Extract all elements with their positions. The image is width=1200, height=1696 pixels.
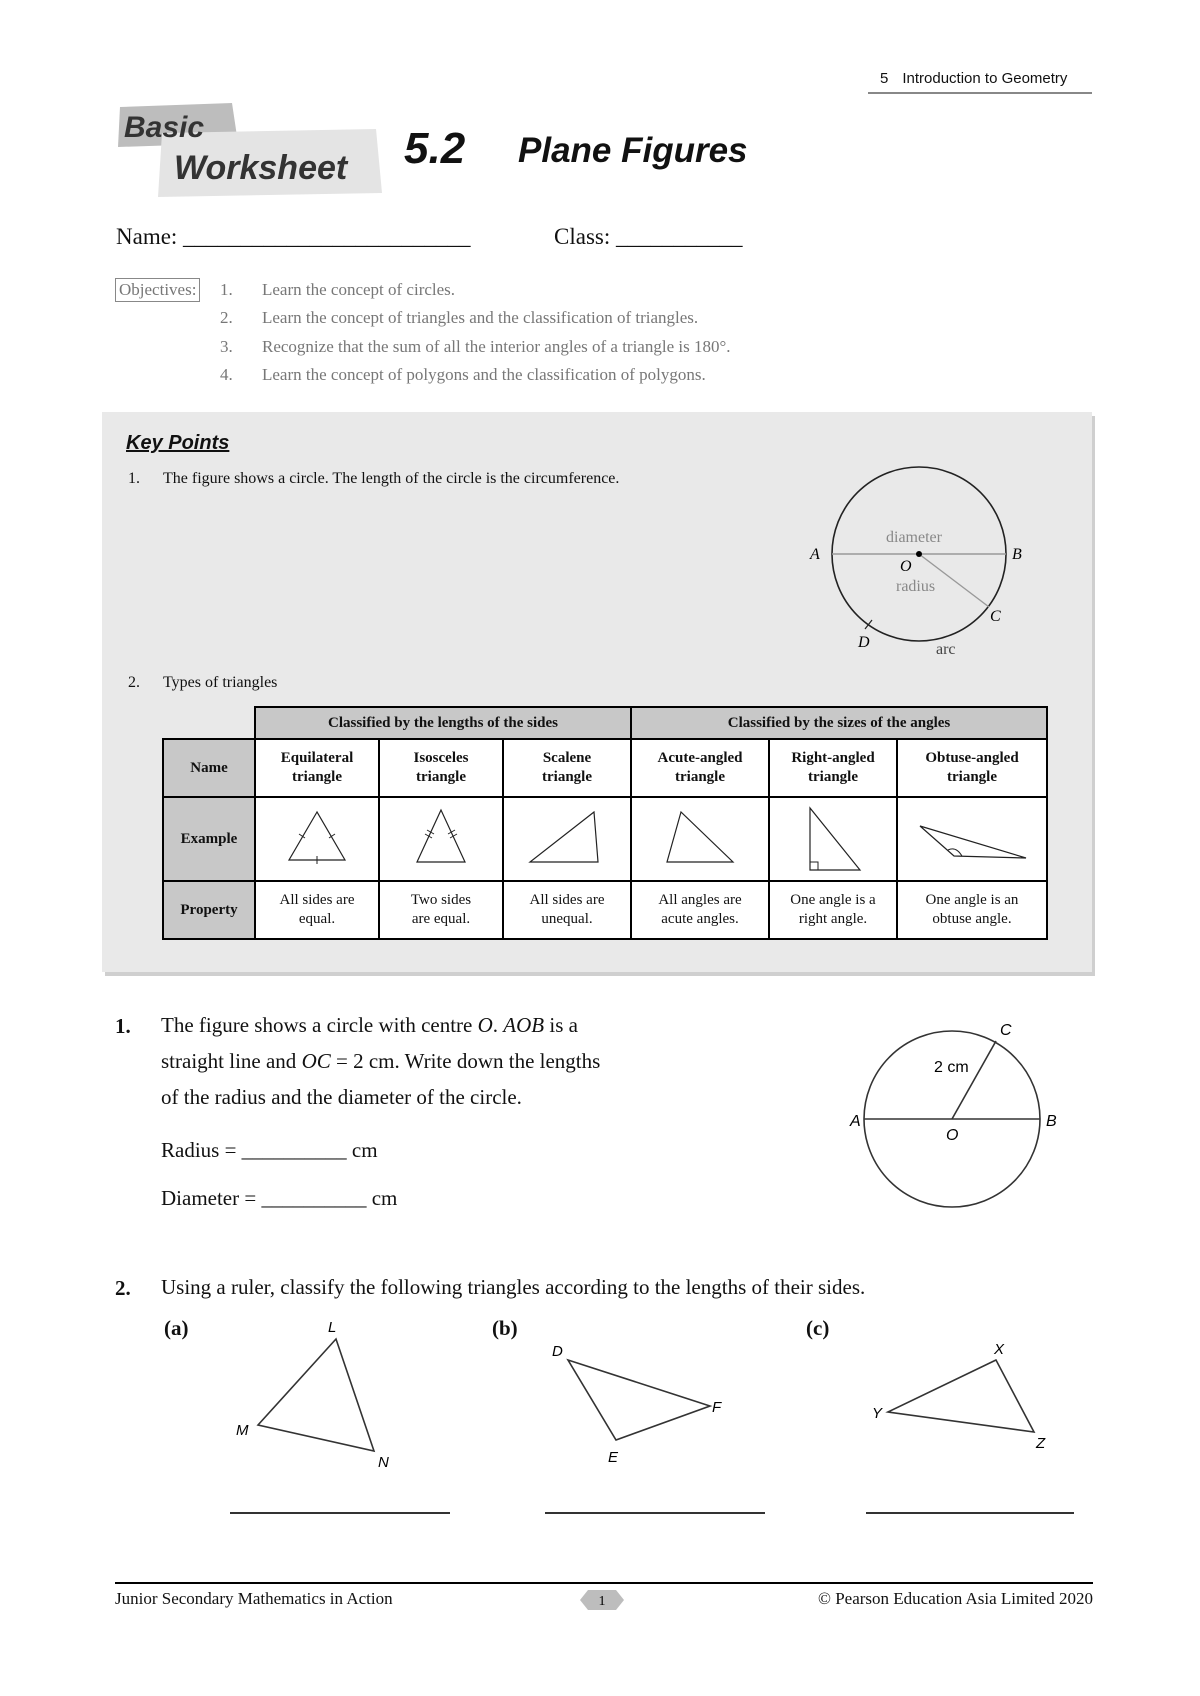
vertex-label: N: [378, 1454, 389, 1471]
question-2-text: Using a ruler, classify the following triangles according to the lengths of their sides.: [161, 1275, 866, 1299]
objective-text: Recognize that the sum of all the interior angles of a triangle is 180°.: [262, 337, 731, 356]
figure-label-a: A: [850, 1113, 861, 1130]
question-line: of the radius and the diameter of the circle.: [161, 1085, 522, 1109]
objective-number: 1.: [220, 280, 233, 299]
footer-copyright: © Pearson Education Asia Limited 2020: [818, 1589, 1093, 1608]
triangle-xyz-figure: [866, 1334, 1066, 1464]
table-corner: [163, 707, 255, 739]
equilateral-triangle-figure: [277, 802, 357, 872]
table-cell: [769, 797, 897, 881]
obtuse-triangle-figure: [912, 802, 1032, 872]
acute-triangle-figure: [655, 802, 745, 872]
table-cell: [255, 881, 379, 939]
text-run: AOB: [503, 1013, 545, 1037]
triangle-property: acute angles.: [661, 911, 739, 927]
triangle-property: All sides are: [279, 892, 355, 908]
key-point-number: 2.: [128, 674, 140, 691]
section-number: 5.2: [404, 124, 466, 173]
question-line: [161, 1043, 721, 1079]
text-run: straight line and: [161, 1049, 302, 1073]
table-cell: [897, 881, 1047, 939]
page-number-badge: [574, 1588, 630, 1612]
class-field[interactable]: Class: ___________: [554, 224, 743, 249]
scalene-triangle-figure: [522, 802, 612, 872]
triangle-property: All sides are: [529, 892, 605, 908]
triangle-name: Right-angled: [791, 750, 875, 766]
part-label: (b): [492, 1316, 518, 1340]
question-1-text: [161, 1007, 721, 1115]
table-cell: [379, 797, 503, 881]
part-label: (c): [806, 1316, 830, 1340]
chapter-rule: [868, 92, 1092, 94]
vertex-label: L: [328, 1319, 337, 1336]
objectives-label: Objectives:: [115, 278, 200, 302]
right-triangle-figure: [788, 802, 878, 872]
chapter-number: 5: [880, 70, 889, 87]
circle-label-arc: arc: [936, 641, 956, 658]
chapter-label: [880, 70, 1067, 87]
circle-label-a: A: [810, 546, 820, 563]
isosceles-triangle-figure: [401, 802, 481, 872]
triangle-name: triangle: [675, 769, 725, 785]
key-point-number: 1.: [128, 470, 140, 487]
triangle-property: are equal.: [411, 911, 471, 927]
triangle-name: Scalene: [542, 750, 592, 766]
table-cell: [631, 739, 769, 797]
triangle-lmn-figure: [228, 1315, 398, 1475]
circle-label-diameter: diameter: [886, 529, 942, 546]
vertex-label: Z: [1036, 1435, 1046, 1452]
triangle-property: One angle is an: [925, 892, 1019, 908]
vertex-label: F: [712, 1399, 722, 1416]
objective-text: Learn the concept of triangles and the classification of triangles.: [262, 308, 699, 327]
vertex-label: E: [608, 1449, 619, 1466]
answer-blank-b[interactable]: [545, 1512, 765, 1514]
footer-book-title: Junior Secondary Mathematics in Action: [115, 1589, 393, 1608]
circle-label-c: C: [990, 608, 1001, 625]
table-cell: [255, 797, 379, 881]
table-cell: [503, 797, 631, 881]
table-cell: [769, 881, 897, 939]
triangle-property: obtuse angle.: [932, 911, 1012, 927]
text-run: O: [477, 1013, 493, 1037]
objective-text: Learn the concept of circles.: [262, 280, 456, 299]
circle-label-d: D: [858, 634, 870, 651]
table-cell: [255, 739, 379, 797]
triangle-def-figure: [548, 1334, 738, 1474]
triangle-property: One angle is a: [790, 892, 876, 908]
name-field[interactable]: Name: _________________________: [116, 224, 471, 249]
text-run: .: [492, 1013, 504, 1037]
part-label: (a): [164, 1316, 189, 1340]
vertex-label: Y: [872, 1405, 883, 1422]
vertex-label: X: [994, 1341, 1005, 1358]
table-cell: [503, 881, 631, 939]
figure-label-b: B: [1046, 1113, 1057, 1130]
question-1-circle-figure: [840, 1015, 1080, 1225]
question-line: [161, 1007, 721, 1043]
objective-text: Learn the concept of polygons and the classification of polygons.: [262, 365, 706, 384]
table-cell: [897, 739, 1047, 797]
figure-label-o: O: [946, 1127, 959, 1144]
key-points-title: Key Points: [126, 432, 230, 454]
text-run: is a: [544, 1013, 578, 1037]
objective-number: 3.: [220, 337, 233, 356]
vertex-label: M: [236, 1422, 249, 1439]
table-group-header: Classified by the lengths of the sides: [255, 707, 631, 739]
circle-label-o: O: [900, 558, 912, 575]
footer-rule: [115, 1582, 1093, 1584]
triangle-name: triangle: [542, 769, 592, 785]
triangle-property: All angles are: [658, 892, 742, 908]
key-point-text: The figure shows a circle. The length of the circle is the circumference.: [163, 470, 620, 487]
question-number: 2.: [115, 1276, 131, 1300]
objective-number: 2.: [220, 308, 233, 327]
triangle-name: Obtuse-angled: [925, 750, 1019, 766]
table-cell: [769, 739, 897, 797]
triangle-name: triangle: [947, 769, 997, 785]
circle-diagram: [800, 455, 1060, 665]
text-run: OC: [301, 1049, 331, 1073]
table-group-header: Classified by the sizes of the angles: [631, 707, 1047, 739]
answer-blank-c[interactable]: [866, 1512, 1074, 1514]
triangle-name: Equilateral: [280, 750, 354, 766]
page-number: 1: [598, 1594, 606, 1609]
radius-answer-field[interactable]: Radius = __________ cm: [161, 1138, 378, 1162]
triangle-types-table: [162, 706, 1048, 940]
table-cell: [379, 739, 503, 797]
vertex-label: D: [552, 1343, 563, 1360]
triangle-name: triangle: [808, 769, 858, 785]
figure-label-c: C: [1000, 1022, 1012, 1039]
key-point-text: Types of triangles: [163, 674, 278, 691]
triangle-property: right angle.: [798, 911, 868, 927]
table-row-header: Name: [163, 739, 255, 797]
diameter-answer-field[interactable]: Diameter = __________ cm: [161, 1186, 398, 1210]
table-cell: [631, 797, 769, 881]
triangle-property: Two sides: [410, 892, 472, 908]
text-run: The figure shows a circle with centre: [161, 1013, 478, 1037]
answer-blank-a[interactable]: [230, 1512, 450, 1514]
table-row-header: Property: [163, 881, 255, 939]
triangle-name: triangle: [292, 769, 342, 785]
table-cell: [503, 739, 631, 797]
question-number: 1.: [115, 1014, 131, 1038]
table-cell: [897, 797, 1047, 881]
text-run: = 2 cm. Write down the lengths: [330, 1049, 601, 1073]
table-cell: [379, 881, 503, 939]
circle-label-radius: radius: [896, 578, 936, 595]
triangle-name: triangle: [416, 769, 466, 785]
table-row-header: Example: [163, 797, 255, 881]
objective-number: 4.: [220, 365, 233, 384]
triangle-name: Acute-angled: [657, 750, 743, 766]
worksheet-badge: [114, 103, 382, 199]
figure-length-label: 2 cm: [934, 1059, 969, 1076]
section-title: Plane Figures: [518, 131, 748, 170]
badge-basic: Basic: [124, 111, 205, 144]
chapter-title: Introduction to Geometry: [902, 70, 1068, 87]
badge-worksheet: Worksheet: [174, 149, 348, 187]
circle-label-b: B: [1012, 546, 1022, 563]
triangle-name: Isosceles: [413, 750, 469, 766]
triangle-property: unequal.: [541, 911, 593, 927]
table-cell: [631, 881, 769, 939]
triangle-property: equal.: [298, 911, 336, 927]
